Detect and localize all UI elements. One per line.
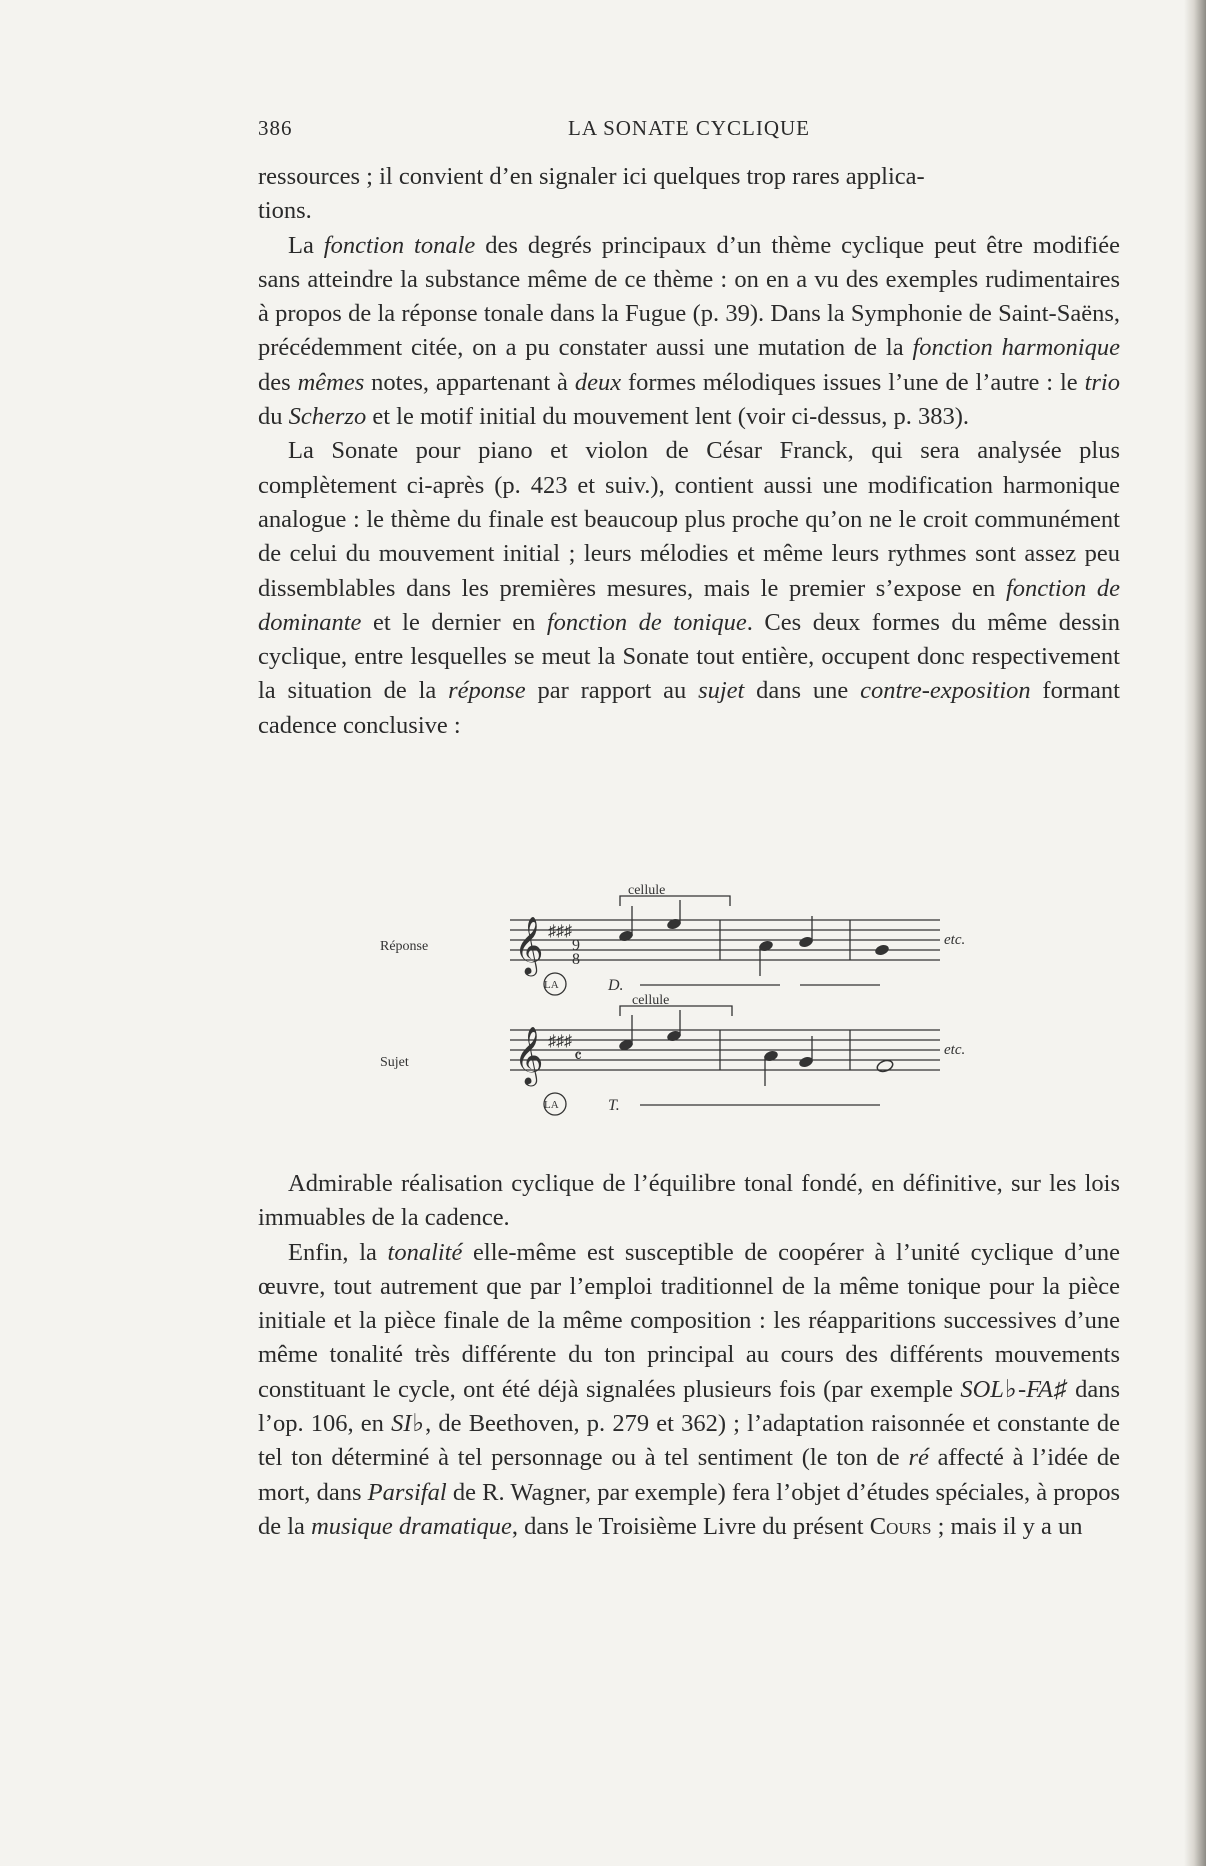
staff-label-reponse: Réponse [380,939,429,954]
italic-term: fonction de tonique [546,608,747,636]
cellule-label: cellule [628,883,666,898]
function-label-tonique: T. [608,1097,620,1114]
text-block-top [258,160,1120,743]
cellule-label: cellule [632,993,670,1008]
svg-text:𝄞: 𝄞 [514,1027,544,1083]
running-head [258,116,1120,146]
italic-term: contre-exposition [860,677,1031,705]
italic-term: fonction harmonique [912,334,1120,362]
svg-text:𝄴: 𝄴 [574,1046,583,1066]
paragraph-fonction-tonale: La fonction tonale des degrés principaux d’un thème cyclique peut être modifiée sans atteindre la substance même de ce thème : on en a vu des exemples rudimentaires à propos de la réponse tonale dans la Fugue (p. 39). Dans la Symphonie de Saint-Saëns, précédemment citée, on a pu constater aussi une mutation de la fonction harmonique des mêmes notes, appartenant à deux formes mélodiques issues l’une de l’autre : le trio du Scherzo et le motif initial du mouvement lent (voir ci-dessus, p. 383). [258,231,1120,431]
key-circle-label: LA [544,979,559,991]
key-circle-label: LA [544,1099,559,1111]
text-block-bottom [258,1167,1120,1544]
function-label-dominante: D. [608,977,624,994]
text-line: ressources ; il convient d’en signaler ici quelques trop rares applica- [258,163,925,190]
music-example [380,880,980,1120]
italic-term: trio [1084,368,1120,396]
staff-label-sujet: Sujet [380,1055,409,1070]
etc-label: etc. [944,932,966,948]
svg-text:8: 8 [572,951,580,968]
italic-term: SOL♭-FA♯ [960,1375,1068,1403]
italic-term: sujet [698,677,745,705]
italic-term: Parsifal [367,1478,447,1506]
paragraph-continuation [258,160,1120,229]
small-caps-term: Cours [869,1512,932,1540]
paragraph-equilibre-tonal: Admirable réalisation cyclique de l’équilibre tonal fondé, en définitive, sur les lois immuables de la cadence. [258,1170,1120,1232]
italic-term: fonction tonale [323,231,476,259]
italic-term: deux [574,368,622,396]
page-edge [1184,0,1206,1866]
italic-term: tonalité [387,1238,463,1266]
paragraph-tonalite: Enfin, la tonalité elle-même est susceptible de coopérer à l’unité cyclique d’une œuvre, tout autrement que par l’emploi traditionnel de la même tonique pour la pièce initiale et la pièce finale de la même composition : les réapparitions successives d’une même tonalité très différente du ton principal au cours des différents mouvements constituant le cycle, ont été déjà signalées plusieurs fois (par exemple SOL♭-FA♯ dans l’op. 106, en SI♭, de Beethoven, p. 279 et 362) ; l’adaptation raisonnée et constante de tel ton déterminé à tel personnage ou à tel sentiment (le ton de ré affecté à l’idée de mort, dans Parsifal de R. Wagner, par exemple) fera l’objet d’études spéciales, à propos de la musique dramatique, dans le Troisième Livre du présent Cours ; mais il y a un [258,1238,1121,1540]
italic-term: musique dramatique [311,1512,512,1540]
paragraph-franck-sonata: La Sonate pour piano et violon de César Franck, qui sera analysée plus complètement ci-après (p. 423 et suiv.), contient aussi une modification harmonique analogue : le thème du finale est beaucoup plus proche qu’on ne le croit communément de celui du mouvement initial ; leurs mélodies et même leurs rythmes sont assez peu dissemblables dans les premières mesures, mais le premier s’expose en fonction de dominante et le dernier en fonction de tonique. Ces deux formes du même dessin cyclique, entre lesquelles se meut la Sonate tout entière, occupent donc respectivement la situation de la réponse par rapport au sujet dans une contre-exposition formant cadence conclusive : [258,437,1120,739]
text-line: tions. [258,197,312,225]
italic-term: mêmes [297,368,365,396]
italic-term: Scherzo [288,403,367,431]
svg-text:𝄞: 𝄞 [514,917,544,973]
svg-text:♯♯♯: ♯♯♯ [548,1033,572,1050]
italic-term: réponse [448,677,526,705]
running-title: LA SONATE CYCLIQUE [568,116,810,140]
svg-text:9: 9 [572,937,580,954]
italic-term: SI♭ [391,1410,426,1438]
italic-term: fonction de dominante [258,574,1120,636]
svg-text:♯♯♯: ♯♯♯ [548,923,572,940]
italic-term: ré [908,1444,929,1472]
page-number: 386 [258,116,293,140]
etc-label: etc. [944,1042,966,1058]
